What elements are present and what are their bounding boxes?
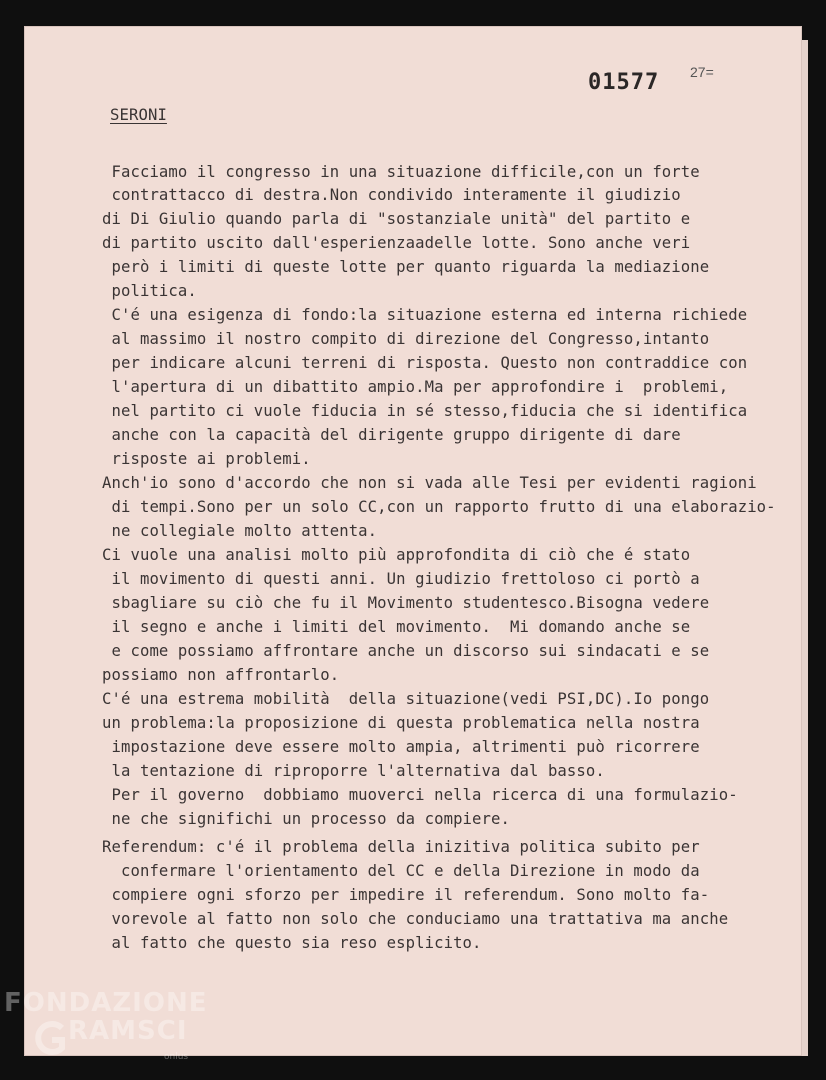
- text-line: al massimo il nostro compito di direzione del Congresso,intanto: [102, 330, 710, 348]
- text-line: anche con la capacità del dirigente gruppo dirigente di dare: [102, 426, 681, 444]
- text-line: impostazione deve essere molto ampia, altrimenti può ricorrere: [102, 738, 700, 756]
- text-line: un problema:la proposizione di questa problematica nella nostra: [102, 714, 700, 732]
- text-line: però i limiti di queste lotte per quanto riguarda la mediazione: [102, 258, 710, 276]
- text-line: ne che significhi un processo da compiere.: [102, 810, 510, 828]
- text-line: di Di Giulio quando parla di "sostanziale unità" del partito e: [102, 210, 691, 228]
- watermark-line1: FONDAZIONE: [4, 988, 208, 1018]
- text-line: al fatto che questo sia reso esplicito.: [102, 934, 482, 952]
- text-line: Per il governo dobbiamo muoverci nella ricerca di una formulazio-: [102, 786, 738, 804]
- text-line: nel partito ci vuole fiducia in sé stesso,fiducia che si identifica: [102, 402, 748, 420]
- text-line: sbagliare su ciò che fu il Movimento studentesco.Bisogna vedere: [102, 594, 710, 612]
- gramsci-g-logo-icon: [34, 1014, 68, 1062]
- text-line: di partito uscito dall'esperienzaadelle lotte. Sono anche veri: [102, 234, 691, 252]
- watermark-line2: RAMSCI: [68, 1016, 188, 1046]
- text-line: Anch'io sono d'accordo che non si vada alle Tesi per evidenti ragioni: [102, 474, 757, 492]
- text-line: Ci vuole una analisi molto più approfondita di ciò che é stato: [102, 546, 691, 564]
- text-line: l'apertura di un dibattito ampio.Ma per approfondire i problemi,: [102, 378, 729, 396]
- document-number: 01577: [588, 70, 660, 95]
- text-line: confermare l'orientamento del CC e della Direzione in modo da: [102, 862, 700, 880]
- text-line: compiere ogni sforzo per impedire il referendum. Sono molto fa-: [102, 886, 710, 904]
- text-line: Referendum: c'é il problema della inizitiva politica subito per: [102, 838, 700, 856]
- fondazione-gramsci-watermark: [4, 988, 214, 1078]
- text-line: politica.: [102, 282, 197, 300]
- text-line: contrattacco di destra.Non condivido interamente il giudizio: [102, 186, 681, 204]
- text-line: C'é una estrema mobilità della situazione(vedi PSI,DC).Io pongo: [102, 690, 710, 708]
- speaker-name: SERONI: [110, 106, 167, 124]
- text-line: e come possiamo affrontare anche un discorso sui sindacati e se: [102, 642, 710, 660]
- text-line: C'é una esigenza di fondo:la situazione esterna ed interna richiede: [102, 306, 748, 324]
- watermark-suffix: onlus: [164, 1052, 189, 1062]
- text-line: il segno e anche i limiti del movimento. Mi domando anche se: [102, 618, 691, 636]
- text-line: ne collegiale molto attenta.: [102, 522, 378, 540]
- text-line: possiamo non affrontarlo.: [102, 666, 340, 684]
- text-line: Facciamo il congresso in una situazione difficile,con un forte: [102, 163, 700, 181]
- text-line: il movimento di questi anni. Un giudizio frettoloso ci portò a: [102, 570, 700, 588]
- text-line: la tentazione di riproporre l'alternativa dal basso.: [102, 762, 605, 780]
- text-line: vorevole al fatto non solo che conduciamo una trattativa ma anche: [102, 910, 729, 928]
- page-edge: [802, 40, 808, 1056]
- text-line: di tempi.Sono per un solo CC,con un rapporto frutto di una elaborazio-: [102, 498, 776, 516]
- page-number: 27=: [690, 64, 714, 80]
- text-line: risposte ai problemi.: [102, 450, 311, 468]
- text-line: per indicare alcuni terreni di risposta. Questo non contraddice con: [102, 354, 748, 372]
